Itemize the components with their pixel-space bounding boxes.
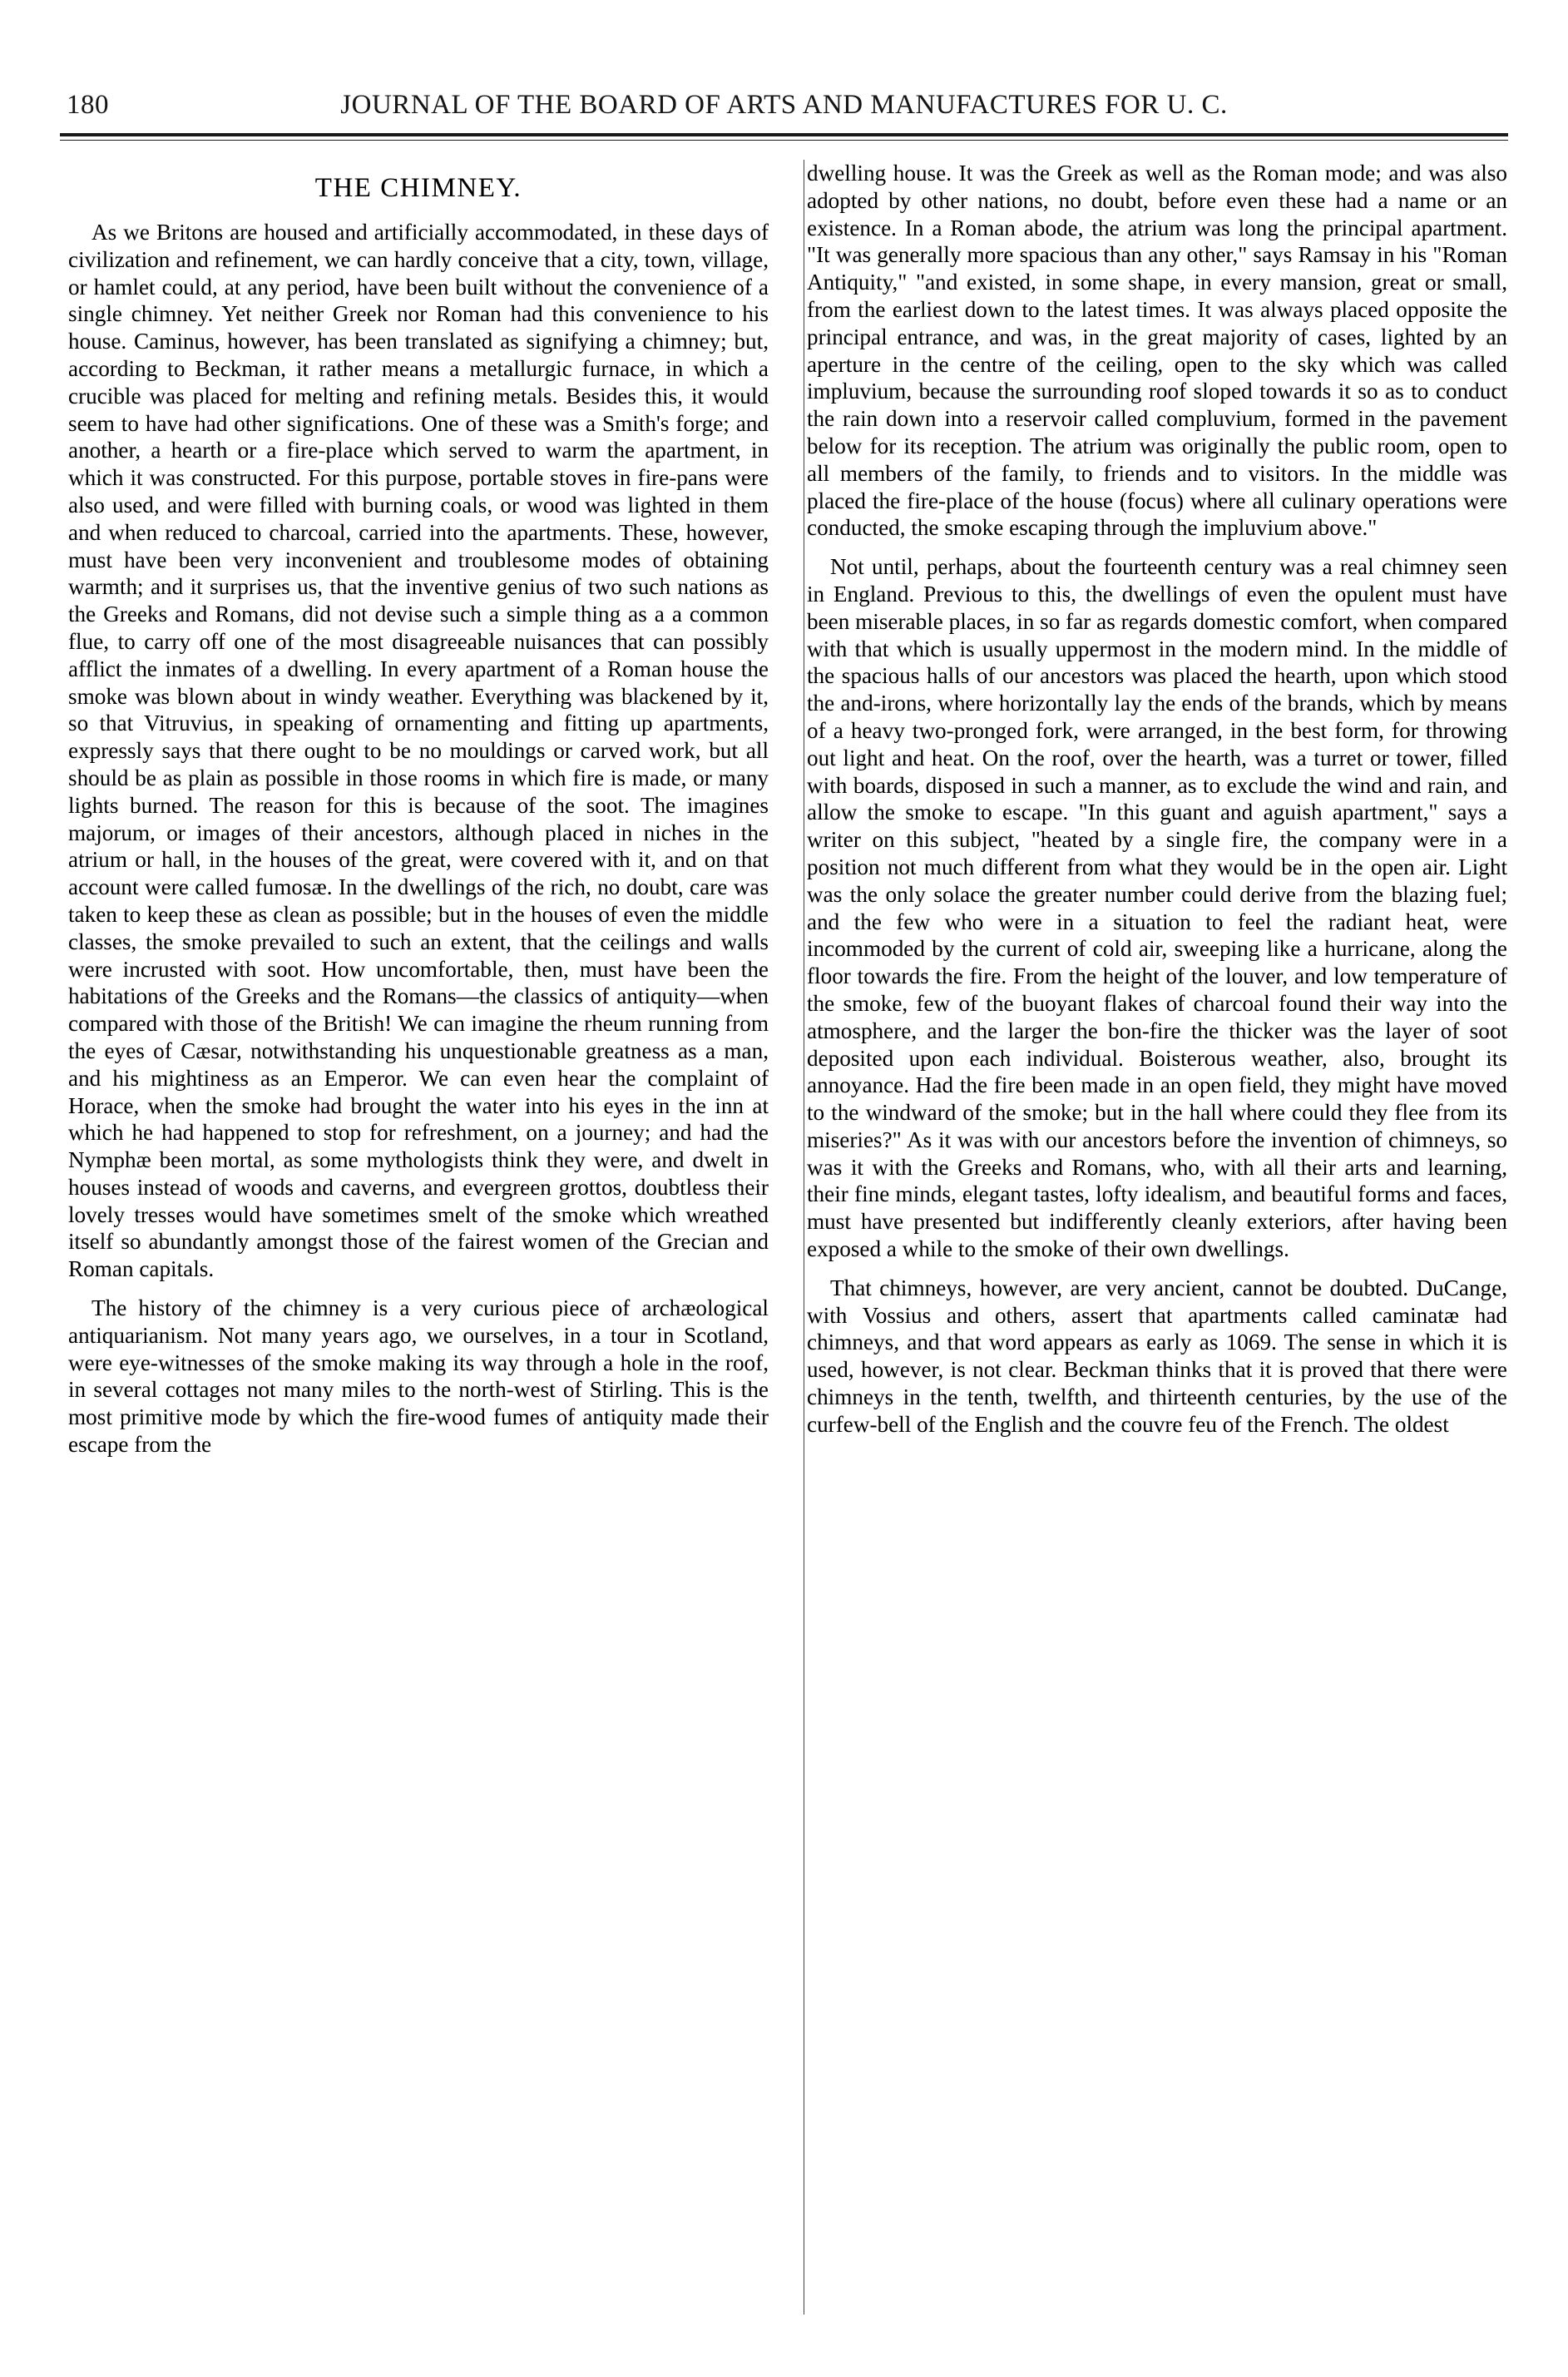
- article-title: THE CHIMNEY.: [314, 173, 522, 203]
- left-column: [68, 160, 769, 1470]
- header-rule-thick: [60, 133, 1508, 136]
- page-header: [60, 90, 1508, 133]
- article-paragraph: The history of the chimney is a very curious piece of archæological antiquarianism. Not many years ago, we ourselves, in a tour in Scotland, were eye-witnesses of the smoke making its way through a hole in the roof, in several cottages not many miles to the north-west of Stirling. This is the most primitive mode by which the fire-wood fumes of antiquity made their escape from the: [68, 1295, 769, 1458]
- running-title: JOURNAL OF THE BOARD OF ARTS AND MANUFACTURES FOR U. C.: [340, 90, 1228, 120]
- page-number: 180: [67, 90, 109, 120]
- article-paragraph: That chimneys, however, are very ancient, cannot be doubted. DuCange, with Vossius and others, assert that apartments called caminatæ had chimneys, and that word appears as early as 1069. The sense in which it is used, however, is not clear. Beckman thinks that it is proved that there were chimneys in the tenth, twelfth, and thirteenth centuries, by the use of the curfew-bell of the English and the couvre feu of the French. The oldest: [807, 1275, 1507, 1437]
- article-paragraph: dwelling house. It was the Greek as well as the Roman mode; and was also adopted by other nations, no doubt, before even these had a name or an existence. In a Roman abode, the atrium was long the principal apartment. "It was generally more spacious than any other," says Ramsay in his "Roman Antiquity," "and existed, in some shape, in every mansion, great or small, from the earliest down to the latest times. It was always placed opposite the principal entrance, and was, in the great majority of cases, lighted by an aperture in the centre of the ceiling, open to the sky which was called impluvium, because the surrounding roof sloped towards it so as to conduct the rain down into a reservoir called compluvium, formed in the pavement below for its reception. The atrium was originally the public room, open to all members of the family, to friends and to visitors. In the middle was placed the fire-place of the house (focus) where all culinary operations were conducted, the smoke escaping through the impluvium above.": [807, 161, 1507, 541]
- article-paragraph: Not until, perhaps, about the fourteenth century was a real chimney seen in England. Previous to this, the dwellings of even the opulent must have been miserable places, in so far as regards domestic comfort, when compared with that which is usually uppermost in the modern mind. In the middle of the spacious halls of our ancestors was placed the hearth, upon which stood the and-irons, where horizontally lay the ends of the brands, which by means of a heavy two-pronged fork, were arranged, in the best form, for throwing out light and heat. On the roof, over the hearth, was a turret or tower, filled with boards, disposed in such a manner, as to exclude the wind and rain, and allow the smoke to escape. "In this guant and aguish apartment," says a writer on this subject, "heated by a single fire, the company were in a position not much different from what they would be in the open air. Light was the only solace the greater number could derive from the blazing fuel; and the few who were in a situation to feel the radiant heat, were incommoded by the current of cold air, sweeping like a hurricane, along the floor towards the fire. From the height of the louver, and low temperature of the smoke, few of the buoyant flakes of charcoal found their way into the atmosphere, and the larger the bon-fire the thicker was the layer of soot deposited upon each individual. Boisterous weather, also, brought its annoyance. Had the fire been made in an open field, they might have moved to the windward of the smoke; but in the hall where could they flee from its miseries?" As it was with our ancestors before the invention of chimneys, so was it with the Greeks and Romans, who, with all their arts and learning, their fine minds, elegant tastes, lofty idealism, and beautiful forms and faces, must have presented but indifferently cleanly exteriors, after having been exposed a while to the smoke of their own dwellings.: [807, 554, 1507, 1262]
- article-paragraph: As we Britons are housed and artificially accommodated, in these days of civilization and refinement, we can hardly conceive that a city, town, village, or hamlet could, at any period, have been built without the convenience of a single chimney. Yet neither Greek nor Roman had this convenience to his house. Caminus, however, has been translated as signifying a chimney; but, according to Beckman, it rather means a metallurgic furnace, in which a crucible was placed for melting and refining metals. Besides this, it would seem to have had other significations. One of these was a Smith's forge; and another, a hearth or a fire-place which served to warm the apartment, in which it was constructed. For this purpose, portable stoves in fire-pans were also used, and were filled with burning coals, or wood was lighted in them and when reduced to charcoal, carried into the apartments. These, however, must have been very inconvenient and troublesome modes of obtaining warmth; and it surprises us, that the inventive genius of two such nations as the Greeks and Romans, did not devise such a simple thing as a a common flue, to carry off one of the most disagreeable nuisances that can possibly afflict the inmates of a dwelling. In every apartment of a Roman house the smoke was blown about in windy weather. Everything was blackened by it, so that Vitruvius, in speaking of ornamenting and fitting up apartments, expressly says that there ought to be no mouldings or carved work, but all should be as plain as possible in those rooms in which fire is made, or many lights burned. The reason for this is because of the soot. The imagines majorum, or images of their ancestors, although placed in niches in the atrium or hall, in the houses of the great, were covered with it, and on that account were called fumosæ. In the dwellings of the rich, no doubt, care was taken to keep these as clean as possible; but in the houses of even the middle classes, the smoke prevailed to such an extent, that the ceilings and walls were incrusted with soot. How uncomfortable, then, must have been the habitations of the Greeks and the Romans—the classics of antiquity—when compared with those of the British! We can imagine the rheum running from the eyes of Cæsar, notwithstanding his unquestionable greatness as a man, and his mightiness as an Emperor. We can even hear the complaint of Horace, when the smoke had brought the water into his eyes in the inn at which he had happened to stop for refreshment, on a journey; and had the Nymphæ been mortal, as some mythologists think they were, and dwelt in houses instead of woods and caverns, and evergreen grottos, doubtless their lovely tresses would have sometimes smelt of the smoke which wreathed itself so abundantly amongst those of the fairest women of the Grecian and Roman capitals.: [68, 220, 769, 1282]
- header-rule-thin: [60, 140, 1508, 141]
- right-column: [807, 160, 1507, 1470]
- article-columns: [68, 160, 1508, 1470]
